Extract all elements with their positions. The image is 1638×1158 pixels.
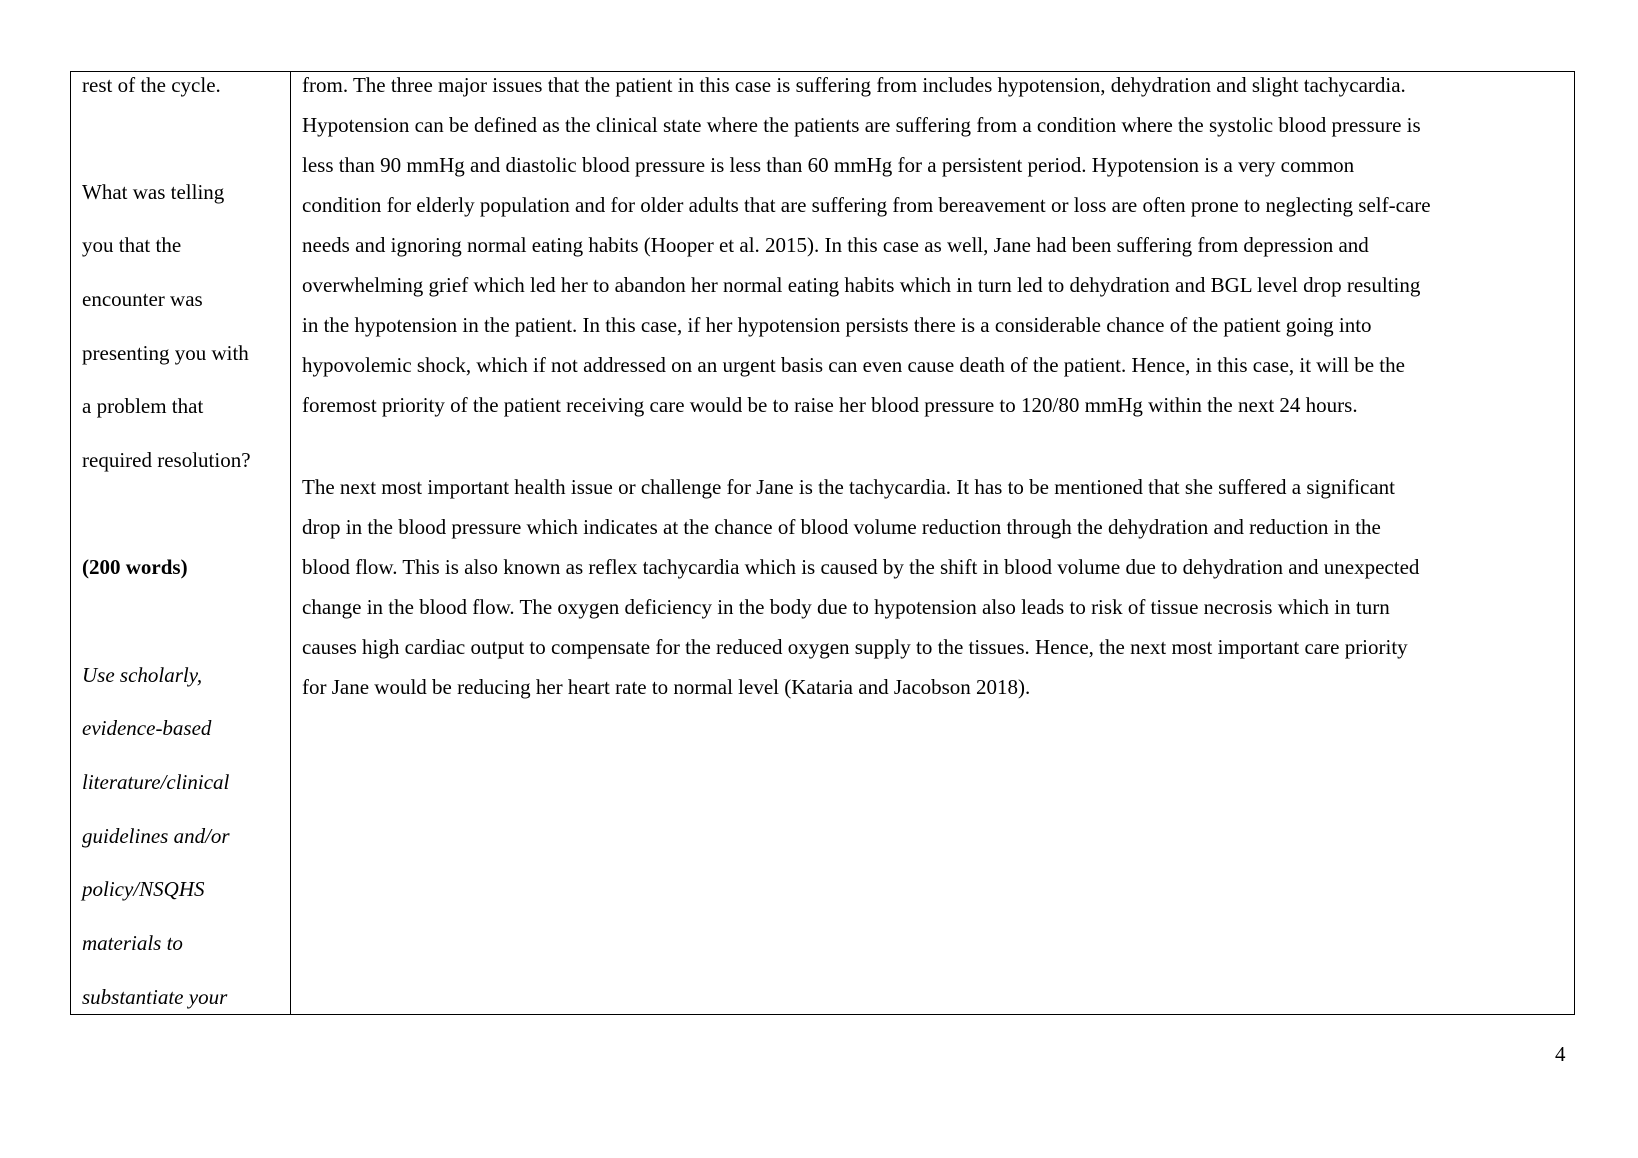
question-line: What was telling <box>82 180 225 204</box>
instruction-line: Use scholarly, <box>82 663 203 687</box>
paragraph-line: The next most important health issue or challenge for Jane is the tachycardia. It has to be mentioned that she suffered a significant <box>302 475 1396 499</box>
word-limit-label: (200 words) <box>82 555 188 579</box>
paragraph-line: causes high cardiac output to compensate for the reduced oxygen supply to the tissues. Hence, the next most important care priority <box>302 635 1408 659</box>
question-line: encounter was <box>82 287 203 311</box>
paragraph-line: condition for elderly population and for older adults that are suffering from bereavement or loss are often prone to neglecting self-care <box>302 193 1431 217</box>
paragraph-line: needs and ignoring normal eating habits (Hooper et al. 2015). In this case as well, Jane had been suffering from depression and <box>302 233 1369 257</box>
paragraph-line: less than 90 mmHg and diastolic blood pressure is less than 60 mmHg for a persistent period. Hypotension is a very common <box>302 153 1355 177</box>
paragraph-line: for Jane would be reducing her heart rate to normal level (Kataria and Jacobson 2018). <box>302 675 1031 699</box>
prompt-line-cycle: rest of the cycle. <box>82 73 221 97</box>
paragraph-line: overwhelming grief which led her to abandon her normal eating habits which in turn led to dehydration and BGL level drop resulting <box>302 273 1421 297</box>
instruction-line: substantiate your <box>82 985 228 1009</box>
paragraph-line: hypovolemic shock, which if not addressed on an urgent basis can even cause death of the patient. Hence, in this case, it will be the <box>302 353 1405 377</box>
document-table <box>70 71 1575 1015</box>
instruction-line: guidelines and/or <box>82 824 230 848</box>
instruction-line: materials to <box>82 931 183 955</box>
paragraph-line: blood flow. This is also known as reflex tachycardia which is caused by the shift in blood volume due to dehydration and unexpected <box>302 555 1420 579</box>
paragraph-line: from. The three major issues that the patient in this case is suffering from includes hypotension, dehydration and slight tachycardia. <box>302 73 1406 97</box>
paragraph-line: Hypotension can be defined as the clinical state where the patients are suffering from a condition where the systolic blood pressure is <box>302 113 1421 137</box>
page-number: 4 <box>1555 1042 1566 1066</box>
instruction-line: literature/clinical <box>82 770 230 794</box>
paragraph-line: foremost priority of the patient receiving care would be to raise her blood pressure to 120/80 mmHg within the next 24 hours. <box>302 393 1358 417</box>
question-line: a problem that <box>82 394 204 418</box>
paragraph-line: drop in the blood pressure which indicates at the chance of blood volume reduction through the dehydration and reduction in the <box>302 515 1381 539</box>
paragraph-line: in the hypotension in the patient. In this case, if her hypotension persists there is a considerable chance of the patient going into <box>302 313 1372 337</box>
question-line: required resolution? <box>82 448 251 472</box>
question-line: you that the <box>82 233 182 257</box>
instruction-line: evidence-based <box>82 716 212 740</box>
question-line: presenting you with <box>82 341 249 365</box>
paragraph-line: change in the blood flow. The oxygen deficiency in the body due to hypotension also leads to risk of tissue necrosis which in turn <box>302 595 1390 619</box>
instruction-line: policy/NSQHS <box>82 877 205 901</box>
column-divider <box>290 72 291 1014</box>
